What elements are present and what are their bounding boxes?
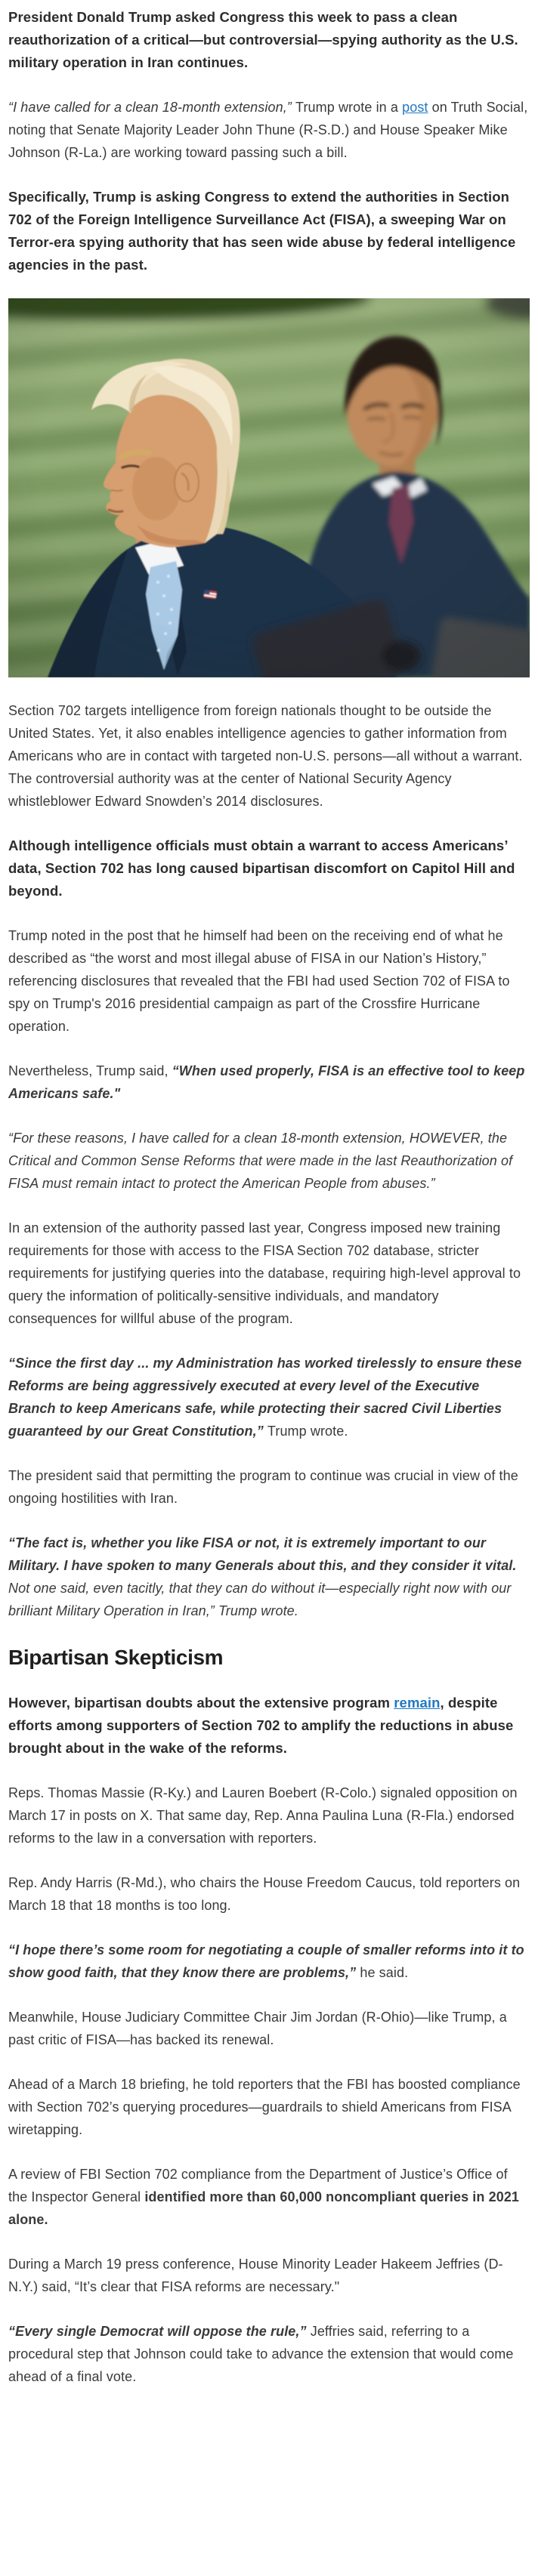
body-text: A review of FBI Section 702 compliance from the Department of Justice’s Office of the Inspector General bbox=[8, 2167, 508, 2204]
nevertheless-paragraph bbox=[8, 1060, 530, 1105]
section-heading-bipartisan-skepticism: Bipartisan Skepticism bbox=[8, 1646, 224, 1669]
intro-paragraph: President Donald Trump asked Congress this week to pass a clean reauthorization of a critical—but controversial—spying authority as the U.S. military operation in Iran continues. bbox=[8, 9, 518, 70]
oppose-rule-quote: “Every single Democrat will oppose the rule,” bbox=[8, 2324, 311, 2339]
targets-paragraph: Section 702 targets intelligence from foreign nationals thought to be outside the United States. Yet, it also enables intelligence agencies to gather information from Americans who are in contact with targeted non-U.S. persons—all without a warrant. The controversial authority was at the center of National Security Agency whistleblower Edward Snowden’s 2014 disclosures. bbox=[8, 703, 523, 809]
reasons-quote-paragraph: “For these reasons, I have called for a clean 18-month extension, HOWEVER, the Critical and Common Sense Reforms that were made in the last Reauthorization of FISA must remain intact to protect the American People from abuses.” bbox=[8, 1131, 513, 1191]
crossfire-paragraph: Trump noted in the post that he himself had been on the receiving end of what he described as “the worst and most illegal abuse of FISA in our Nation’s History,” referencing disclosures that revealed that the FBI had used Section 702 of FISA to spy on Trump's 2016 presidential campaign as part of the Crossfire Hurricane operation. bbox=[8, 928, 510, 1034]
attribution-text: he said. bbox=[360, 1965, 409, 1980]
body-text: Trump wrote in a bbox=[295, 100, 403, 115]
hope-quote-paragraph bbox=[8, 1939, 530, 1984]
doubts-paragraph bbox=[8, 1692, 530, 1760]
fact-is-paragraph bbox=[8, 1532, 530, 1622]
bold-text: , despite efforts among supporters of Section 702 to amplify the reductions in abuse brought about in the wake of the reforms. bbox=[8, 1695, 514, 1756]
crucial-paragraph: The president said that permitting the program to continue was crucial in view of the ongoing hostilities with Iran. bbox=[8, 1468, 518, 1506]
attribution-text: Trump wrote. bbox=[267, 1424, 348, 1439]
body-text: on Truth Social, noting that Senate Majority Leader John Thune (R-S.D.) and House Speaker Mike Johnson (R-La.) are working toward passing such a bill. bbox=[8, 100, 528, 160]
oppose-rule-paragraph bbox=[8, 2320, 530, 2388]
oig-review-paragraph bbox=[8, 2163, 530, 2231]
photo-vignette bbox=[8, 298, 530, 677]
reforms-quote: “Since the first day ... my Administration has worked tirelessly to ensure these Reforms are being aggressively executed at every level of the Executive Branch to keep Americans safe, while protecting their sacred Civil Liberties guaranteed by our Great Constitution,” bbox=[8, 1356, 522, 1439]
attribution-text: Jeffries said, referring to a procedural step that Johnson could take to advance the extension that would come ahead of a final vote. bbox=[8, 2324, 514, 2384]
since-first-day-paragraph bbox=[8, 1352, 530, 1442]
harris-paragraph: Rep. Andy Harris (R-Md.), who chairs the House Freedom Caucus, told reporters on March 18 that 18 months is too long. bbox=[8, 1875, 521, 1913]
noncompliant-queries-bold: identified more than 60,000 noncompliant queries in 2021 alone. bbox=[8, 2189, 520, 2227]
remain-link[interactable]: remain bbox=[394, 1695, 441, 1711]
body-text: Nevertheless, Trump said, bbox=[8, 1063, 172, 1078]
bold-text: However, bipartisan doubts about the extensive program bbox=[8, 1695, 394, 1711]
article-photo bbox=[8, 298, 530, 677]
section702-paragraph: Specifically, Trump is asking Congress to extend the authorities in Section 702 of the Foreign Intelligence Surveillance Act (FISA), a sweeping War on Terror-era spying authority that has seen wide abuse by federal intelligence agencies in the past. bbox=[8, 189, 516, 273]
extension-quote: “I have called for a clean 18-month extension,” bbox=[8, 100, 296, 115]
jordan-paragraph: Meanwhile, House Judiciary Committee Chair Jim Jordan (R-Ohio)—like Trump, a past critic of FISA—has backed its renewal. bbox=[8, 2010, 507, 2047]
fisa-tool-quote: “When used properly, FISA is an effective tool to keep Americans safe." bbox=[8, 1063, 525, 1101]
smaller-reforms-quote: “I hope there’s some room for negotiating a couple of smaller reforms into it to show good faith, that they know there are problems,” bbox=[8, 1942, 524, 1980]
military-quote-rest: Not one said, even tacitly, that they can do without it—especially right now with our brilliant Military Operation in Iran,” Trump wrote. bbox=[8, 1581, 512, 1618]
post-link[interactable]: post bbox=[402, 100, 428, 115]
extension-details-paragraph: In an extension of the authority passed last year, Congress imposed new training requirements for those with access to the FISA Section 702 database, stricter requirements for justifying queries into the database, requiring high-level approval to query the information of politically-sensitive individuals, and mandatory consequences for willful abuse of the program. bbox=[8, 1220, 521, 1326]
truth-social-paragraph bbox=[8, 96, 530, 164]
photo-illustration bbox=[8, 298, 530, 677]
warrant-paragraph: Although intelligence officials must obtain a warrant to access Americans’ data, Section 702 has long caused bipartisan discomfort on Capitol Hill and beyond. bbox=[8, 838, 515, 899]
massie-boebert-paragraph: Reps. Thomas Massie (R-Ky.) and Lauren Boebert (R-Colo.) signaled opposition on March 17 in posts on X. That same day, Rep. Anna Paulina Luna (R-Fla.) endorsed reforms to the law in a conversation with reporters. bbox=[8, 1785, 518, 1846]
briefing-paragraph: Ahead of a March 18 briefing, he told reporters that the FBI has boosted compliance with Section 702’s querying procedures—guardrails to shield Americans from FISA wiretapping. bbox=[8, 2077, 521, 2137]
military-quote-bold: “The fact is, whether you like FISA or not, it is extremely important to our Military. I have spoken to many Generals about this, and they consider it vital. bbox=[8, 1535, 517, 1573]
jeffries-presser-paragraph: During a March 19 press conference, House Minority Leader Hakeem Jeffries (D-N.Y.) said, “It’s clear that FISA reforms are necessary." bbox=[8, 2257, 503, 2294]
